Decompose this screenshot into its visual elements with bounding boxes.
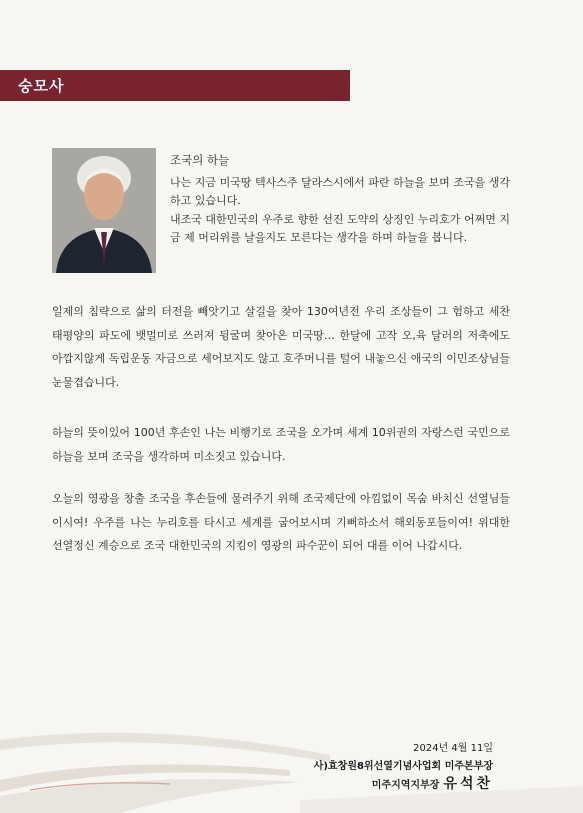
signature-name: 유석찬 (443, 776, 493, 792)
intro-heading: 조국의 하늘 (170, 153, 230, 167)
signature-date: 2024년 4월 11일 (413, 743, 493, 754)
signature-line (372, 773, 493, 793)
intro-section (170, 151, 510, 248)
body-paragraph: 하늘의 뜻이있어 100년 후손인 나는 비행기로 조국을 오가며 세계 10위권의 자랑스런 국민으로 하늘을 보며 조국을 생각하며 미소짓고 있습니다. (52, 426, 510, 463)
footer-decoration (0, 700, 583, 813)
signature-organization: 사)효창원8위선열기념사업회 미주본부장 (313, 761, 493, 772)
intro-paragraph: 내조국 대한민국의 우주로 향한 선진 도약의 상징인 누리호가 어쩌면 지금 제 머리위를 날을지도 모른다는 생각을 하며 하늘을 봅니다. (170, 212, 510, 245)
body-paragraph: 오늘의 영광을 창출 조국을 후손들에 물려주기 위해 조국제단에 아낌없이 목숨 바치신 선열님들이시여! 우주를 나는 누리호를 타시고 세계를 굽어보시며 기뻐하소서 해외동포들이여! 위대한 선열정신 계승으로 조국 대한민국의 지킴이 영광의 파수꾼이 되어 대를 이어 나갑시다. (52, 492, 510, 552)
author-portrait (52, 148, 156, 273)
page-title: 숭모사 (18, 77, 65, 95)
header-bar (0, 70, 350, 101)
intro-paragraph: 나는 지금 미국땅 텍사스주 달라스시에서 파란 하늘을 보며 조국을 생각하고 있습니다. (170, 175, 510, 208)
body-paragraph: 일제의 침략으로 삶의 터전을 빼앗기고 살길을 찾아 130여년전 우리 조상들이 그 험하고 세찬 태평양의 파도에 뱃멀미로 쓰러져 뒹굴며 찾아온 미국땅… 한달에 고작 오,육 달러의 저축에도 아깝지않게 독립운동 자금으로 세어보지도 않고 호주머니를 털어 내놓으신 애국의 이민조상님들 눈물겹습니다. (52, 305, 510, 389)
signature-title: 미주지역지부장 (371, 780, 440, 791)
